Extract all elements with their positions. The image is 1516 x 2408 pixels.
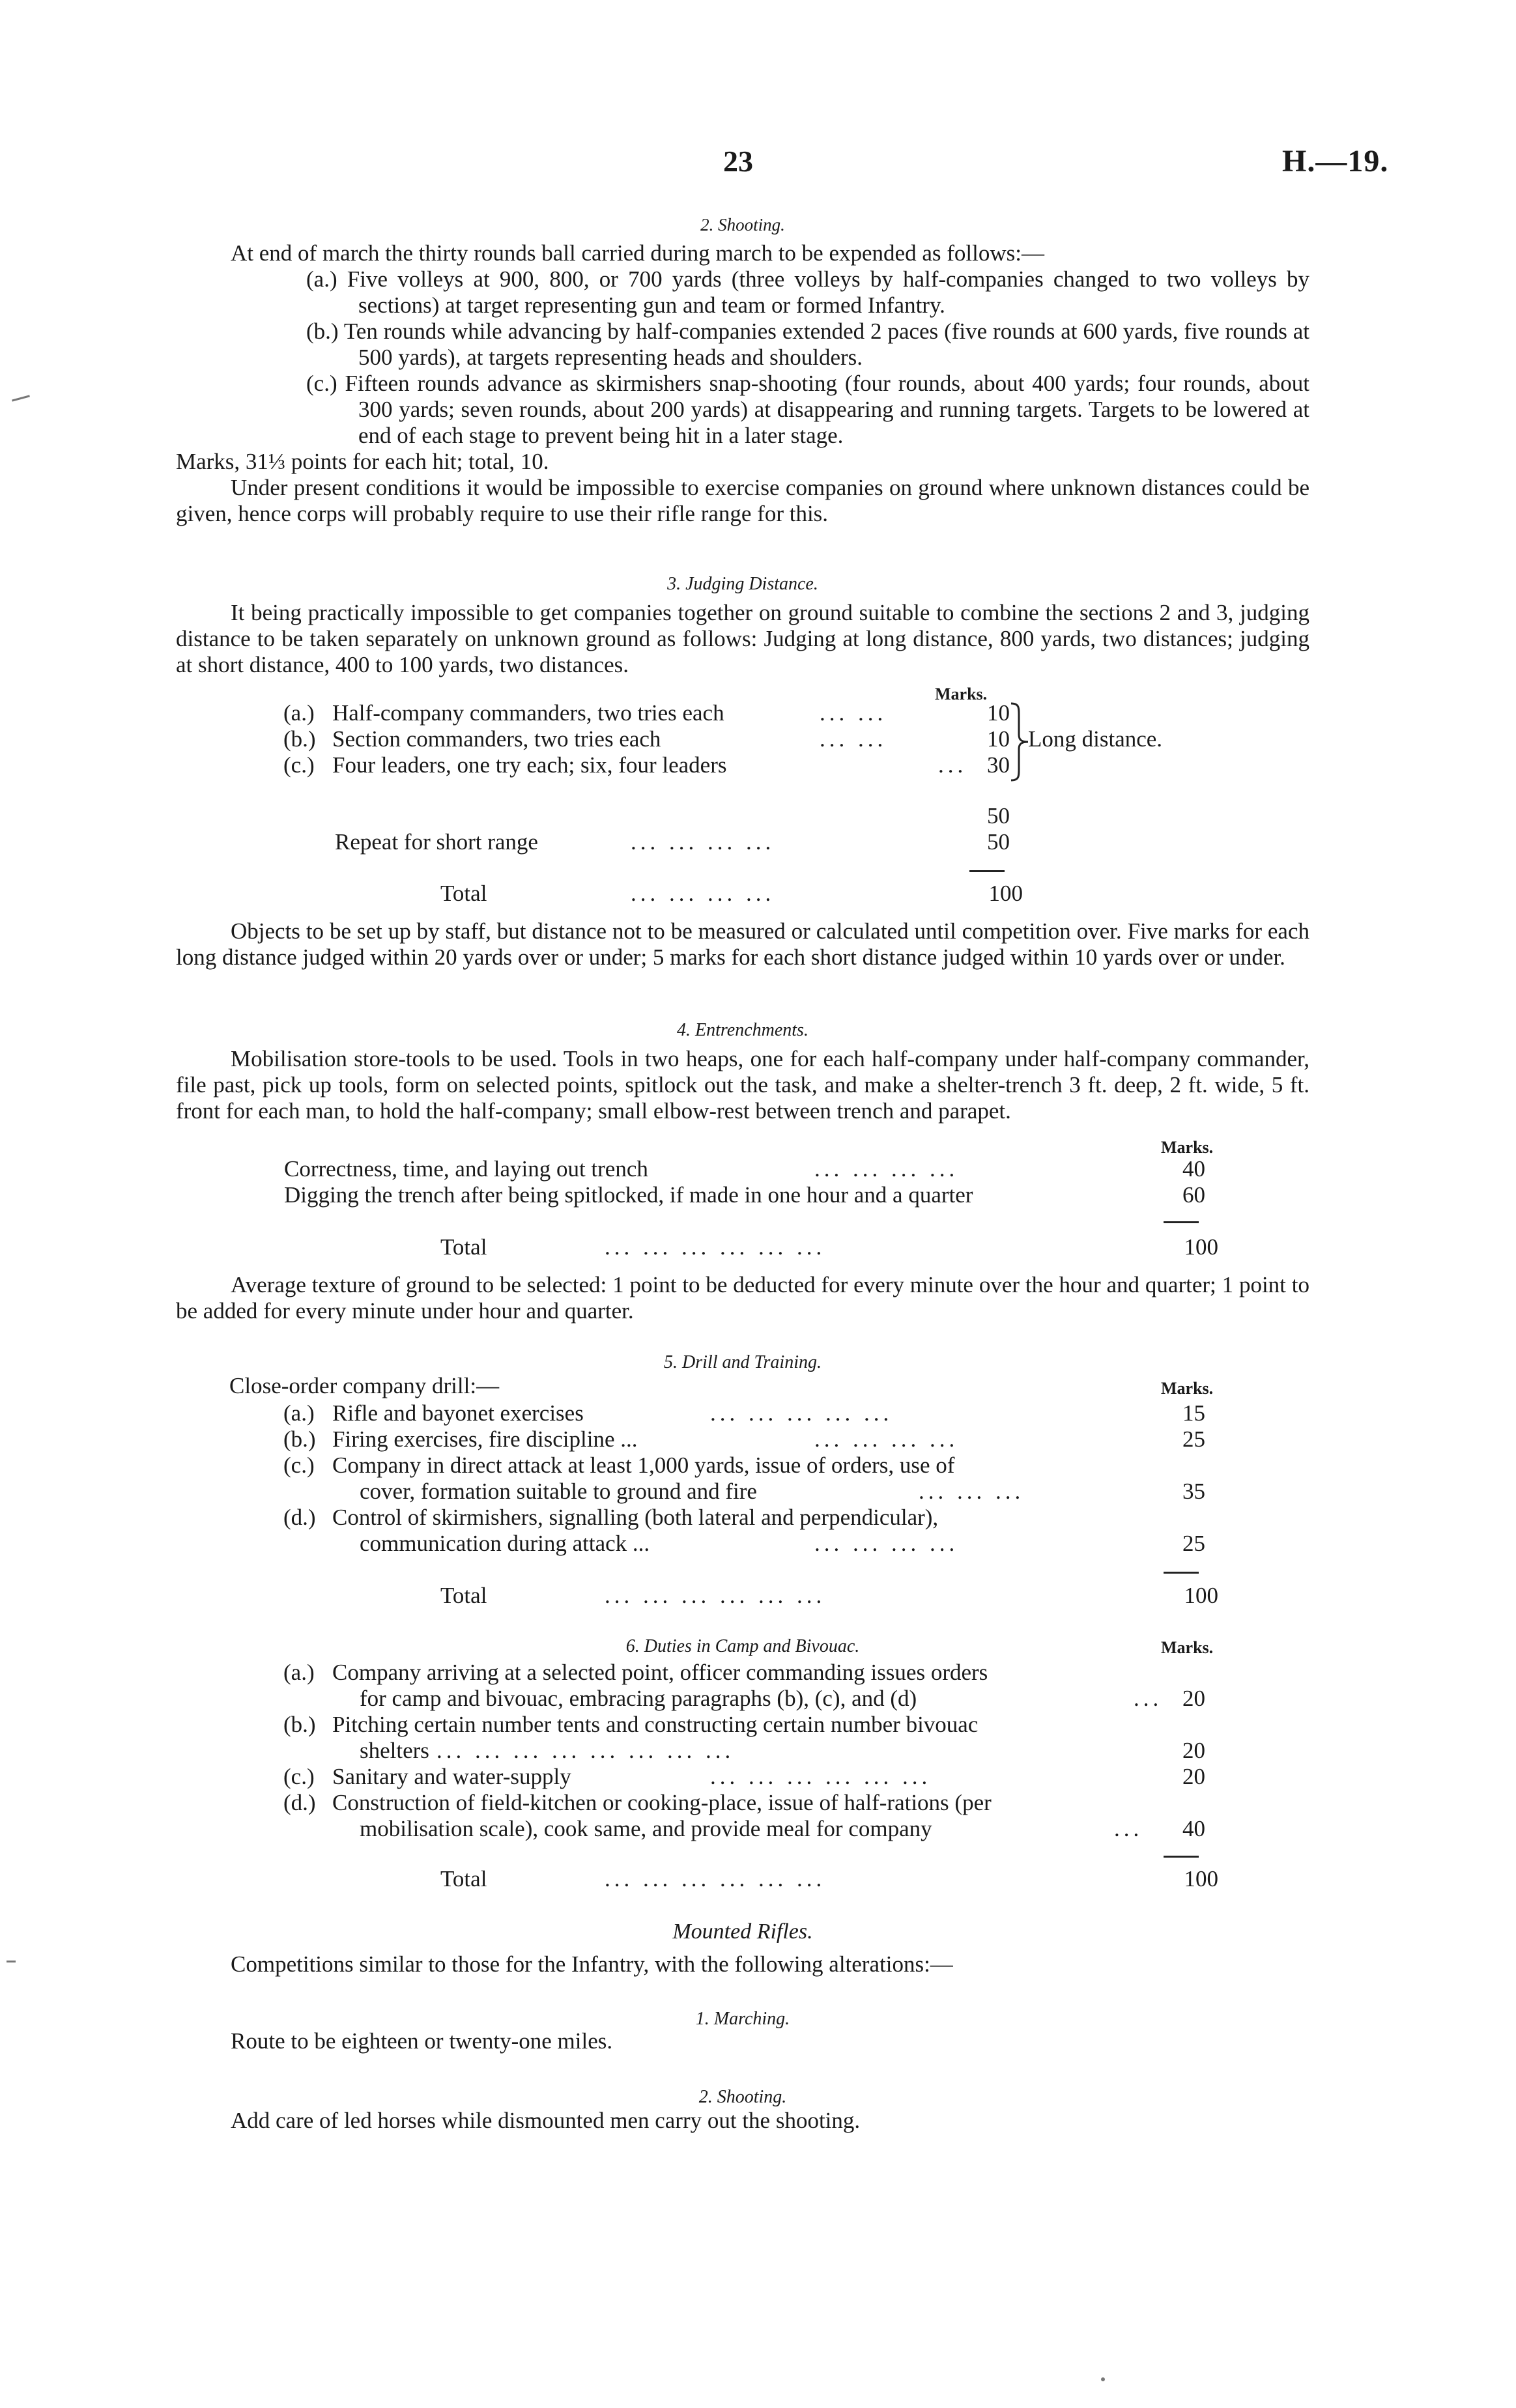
row-text-cont: communication during attack ... — [360, 1531, 650, 1556]
item-text: Five volleys at 900, 800, or 700 yards (three volleys by half-companies changed to two volleys by sections) at target representing gun and team or formed Infantry. — [347, 266, 1310, 318]
total-value: 100 — [1184, 1234, 1218, 1260]
row-text: Correctness, time, and laying out trench — [284, 1156, 648, 1182]
camp-marks-header: Marks. — [1161, 1638, 1214, 1657]
drill-row-d-cont — [176, 1531, 1309, 1557]
drill-row-c-cont — [176, 1479, 1309, 1505]
row-label: (a.) — [283, 700, 315, 726]
entrenchments-intro: Mobilisation store-tools to be used. Tools in two heaps, one for each half-company under half-company commander, file past, pick up tools, form on selected points, spitlock out the task, and make a shelter-trench 3 ft. deep, 2 ft. wide, 5 ft. front for each man, to hold the half-company; small elbow-rest between trench and parapet. — [176, 1046, 1309, 1124]
camp-total-rule — [1164, 1856, 1199, 1858]
judging-note: Objects to be set up by staff, but distance not to be measured or calculated until competition over. Five marks for each long distance judged within 20 yards over or under; 5 marks for each short distance judged within 10 yards over or under. — [176, 918, 1309, 970]
entrenchments-table — [176, 1156, 1309, 1208]
row-label: (d.) — [283, 1505, 316, 1530]
row-dots: ... ... ... ... — [814, 1426, 959, 1452]
judging-repeat-row — [176, 829, 1309, 855]
section-mounted-rifles — [176, 1919, 1309, 1945]
row-dots: ... ... ... ... ... — [710, 1400, 893, 1426]
row-label: (b.) — [283, 726, 316, 752]
row-text: Firing exercises, fire discipline ... — [332, 1426, 638, 1452]
camp-row-a-cont — [176, 1686, 1309, 1712]
drill-marks-header: Marks. — [1161, 1379, 1214, 1398]
total-dots: ... ... ... ... ... ... — [605, 1583, 826, 1608]
drill-row-c — [176, 1452, 1309, 1479]
item-label: (b.) — [306, 319, 339, 344]
total-value: 100 — [1184, 1866, 1218, 1891]
mounted-shooting-heading: 2. Shooting. — [698, 2087, 787, 2107]
item-text: Fifteen rounds advance as skirmishers snap-shooting (four rounds, about 400 yards; four rounds, about 300 yards; seven rounds, about 200 yards) at disappearing and running targets. Targets to be lowered at end of each stage to prevent being hit in a later stage. — [345, 371, 1309, 448]
repeat-dots: ... ... ... ... — [631, 829, 775, 855]
total-value: 100 — [1184, 1583, 1218, 1608]
judging-subtotal: 50 — [987, 803, 1010, 829]
entrenchments-row-1 — [176, 1156, 1309, 1182]
row-dots: ... — [1114, 1816, 1143, 1841]
camp-total-row — [176, 1866, 1309, 1892]
row-text-cont: cover, formation suitable to ground and fire — [360, 1479, 757, 1504]
row-value: 25 — [1182, 1426, 1205, 1452]
marching-text: Route to be eighteen or twenty-one miles. — [231, 2028, 613, 2054]
row-text: Company arriving at a selected point, officer commanding issues orders — [332, 1660, 988, 1685]
brace-label: Long distance. — [1028, 726, 1163, 752]
row-value: 40 — [1182, 1156, 1205, 1182]
camp-table — [176, 1660, 1309, 1842]
page-number: 23 — [723, 145, 753, 178]
entrenchments-total-rule — [1164, 1221, 1199, 1223]
judging-intro: It being practically impossible to get companies together on ground suitable to combine the sections 2 and 3, judging distance to be taken separately on unknown ground as follows: Judging at long distance, 800 yards, two distances; judging at short distance, 400 to 100 yards, two distances. — [176, 600, 1309, 677]
row-text: Half-company commanders, two tries each — [332, 700, 724, 726]
shooting-item-b — [176, 319, 1309, 371]
row-text: Digging the trench after being spitlocked, if made in one hour and a quarter — [284, 1182, 973, 1208]
row-dots: ... ... ... ... ... ... — [710, 1764, 932, 1789]
row-text: Pitching certain number tents and constructing certain number bivouac — [332, 1712, 979, 1737]
shooting-list — [176, 266, 1309, 449]
row-value: 25 — [1182, 1531, 1205, 1556]
mounted-shooting — [176, 2084, 1309, 2110]
drill-total-row — [176, 1583, 1309, 1609]
row-dots: ... ... ... ... — [814, 1156, 959, 1182]
row-text: Four leaders, one try each; six, four leaders — [332, 752, 727, 778]
shooting-intro: At end of march the thirty rounds ball carried during march to be expended as follows:— — [231, 240, 1044, 266]
mounted-heading: Mounted Rifles. — [672, 1919, 813, 1944]
drill-total-rule — [1164, 1572, 1199, 1574]
item-label: (c.) — [306, 371, 337, 396]
entrenchments-row-2 — [176, 1182, 1309, 1208]
row-dots: ... ... — [820, 700, 887, 726]
judging-row-a — [176, 700, 1309, 726]
scan-mark — [1101, 2377, 1105, 2381]
shooting-marks: Marks, 31⅓ points for each hit; total, 10. — [176, 449, 549, 474]
item-label: (a.) — [306, 266, 337, 292]
row-text-cont: mobilisation scale), cook same, and provide meal for company — [360, 1816, 932, 1841]
row-text: Control of skirmishers, signalling (both lateral and perpendicular), — [332, 1505, 939, 1530]
camp-row-b-cont — [176, 1738, 1309, 1764]
row-value: 60 — [1182, 1182, 1205, 1208]
shooting-heading: 2. Shooting. — [700, 215, 785, 234]
row-text: Section commanders, two tries each — [332, 726, 661, 752]
total-value: 100 — [988, 881, 1023, 906]
row-dots: ... ... ... ... — [814, 1531, 959, 1556]
total-dots: ... ... ... ... ... ... — [605, 1866, 826, 1891]
drill-row-b — [176, 1426, 1309, 1452]
judging-heading: 3. Judging Distance. — [667, 574, 818, 594]
row-text: Company in direct attack at least 1,000 yards, issue of orders, use of — [332, 1452, 955, 1478]
row-label: (b.) — [283, 1712, 316, 1737]
document-reference: H.—19. — [1282, 144, 1389, 178]
mounted-shooting-text: Add care of led horses while dismounted men carry out the shooting. — [231, 2108, 861, 2133]
row-label: (b.) — [283, 1426, 316, 1452]
marching-heading: 1. Marching. — [695, 2009, 790, 2029]
row-label: (c.) — [283, 1452, 315, 1478]
camp-row-d-cont — [176, 1816, 1309, 1842]
section-shooting — [176, 212, 1309, 527]
item-text: Ten rounds while advancing by half-companies extended 2 paces (five rounds at 600 yards, five rounds at 500 yards), at targets representing heads and shoulders. — [343, 319, 1309, 370]
section-judging — [176, 571, 1309, 678]
mounted-intro: Competitions similar to those for the Infantry, with the following alterations:— — [231, 1951, 953, 1977]
row-value: 20 — [1182, 1738, 1205, 1763]
shooting-item-c — [176, 371, 1309, 449]
repeat-value: 50 — [987, 829, 1010, 855]
judging-row-c — [176, 752, 1309, 778]
row-label: (c.) — [283, 752, 315, 778]
row-dots: ... ... — [820, 726, 887, 752]
judging-total-rule — [969, 870, 1005, 872]
drill-row-a — [176, 1400, 1309, 1426]
shooting-note: Under present conditions it would be impossible to exercise companies on ground where unknown distances could be given, hence corps will probably require to use their rifle range for this. — [176, 475, 1309, 526]
entrenchments-marks-header: Marks. — [1161, 1138, 1214, 1157]
row-label: (a.) — [283, 1660, 315, 1685]
drill-table — [176, 1400, 1309, 1557]
shooting-item-a — [176, 266, 1309, 319]
row-dots: ... — [1134, 1686, 1163, 1711]
section-camp — [176, 1634, 1309, 1660]
camp-row-a — [176, 1660, 1309, 1686]
total-dots: ... ... ... ... — [631, 881, 775, 906]
row-value: 30 — [987, 752, 1010, 778]
row-value: 10 — [987, 726, 1010, 752]
drill-intro: Close-order company drill:— — [229, 1373, 500, 1398]
row-label: (a.) — [283, 1400, 315, 1426]
total-label: Total — [440, 1866, 487, 1891]
row-value: 20 — [1182, 1764, 1205, 1789]
row-text-cont: for camp and bivouac, embracing paragraphs (b), (c), and (d) — [360, 1686, 917, 1711]
entrenchments-note-block — [176, 1272, 1309, 1324]
row-value: 15 — [1182, 1400, 1205, 1426]
row-text-cont: shelters — [360, 1738, 429, 1763]
row-label: (d.) — [283, 1790, 316, 1815]
row-value: 40 — [1182, 1816, 1205, 1841]
section-drill — [176, 1350, 1309, 1376]
repeat-label: Repeat for short range — [335, 829, 538, 855]
row-dots: ... — [938, 752, 967, 778]
row-value: 20 — [1182, 1686, 1205, 1711]
camp-heading: 6. Duties in Camp and Bivouac. — [625, 1636, 860, 1656]
scan-mark — [12, 395, 30, 401]
judging-marks-header: Marks. — [935, 685, 988, 703]
row-text: Sanitary and water-supply — [332, 1764, 571, 1789]
row-dots: ... ... ... ... ... ... ... ... — [436, 1738, 735, 1763]
row-value: 10 — [987, 700, 1010, 726]
row-dots: ... ... ... — [919, 1479, 1025, 1504]
judging-total-row — [176, 881, 1309, 907]
drill-heading: 5. Drill and Training. — [664, 1352, 822, 1372]
judging-note-block — [176, 918, 1309, 970]
total-dots: ... ... ... ... ... ... — [605, 1234, 826, 1260]
entrenchments-note: Average texture of ground to be selected: 1 point to be deducted for every minute over the hour and quarter; 1 point to be added for every minute under hour and quarter. — [176, 1272, 1309, 1324]
row-value: 35 — [1182, 1479, 1205, 1504]
scan-mark — [7, 1961, 16, 1962]
total-label: Total — [440, 1234, 487, 1260]
drill-row-d — [176, 1505, 1309, 1531]
camp-row-b — [176, 1712, 1309, 1738]
section-entrenchments — [176, 1017, 1309, 1124]
row-label: (c.) — [283, 1764, 315, 1789]
row-text: Rifle and bayonet exercises — [332, 1400, 584, 1426]
camp-row-c — [176, 1764, 1309, 1790]
row-text: Construction of field-kitchen or cooking-place, issue of half-rations (per — [332, 1790, 992, 1815]
total-label: Total — [440, 881, 487, 906]
camp-row-d — [176, 1790, 1309, 1816]
total-label: Total — [440, 1583, 487, 1608]
entrenchments-total-row — [176, 1234, 1309, 1260]
entrenchments-heading: 4. Entrenchments. — [677, 1020, 808, 1040]
